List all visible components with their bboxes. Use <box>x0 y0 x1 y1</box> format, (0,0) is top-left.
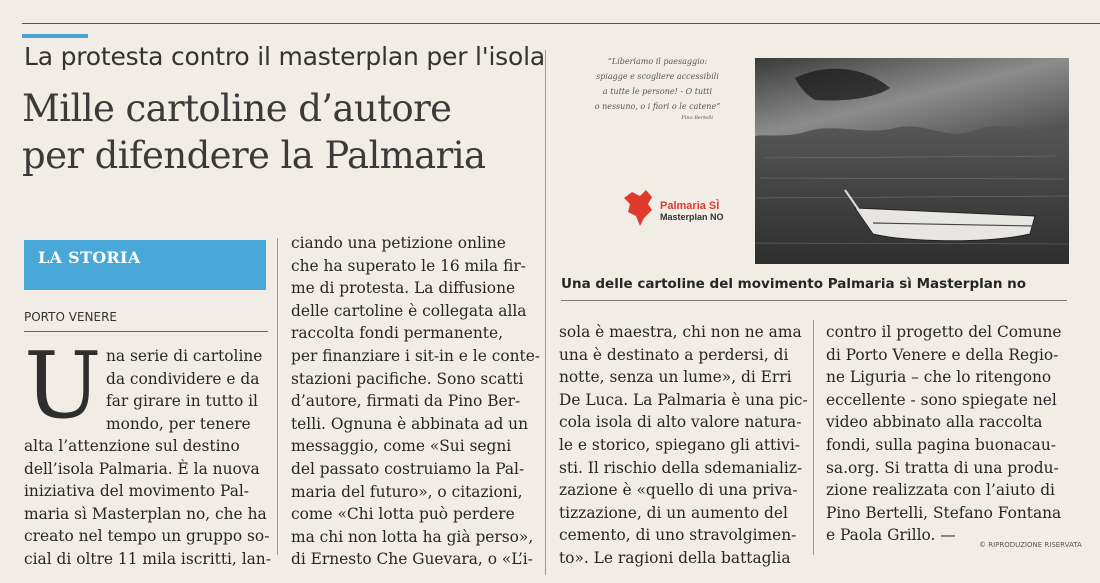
text-line: che ha superato le 16 mila fir- <box>291 256 526 275</box>
text-line: to». Le ragioni della battaglia <box>559 548 791 567</box>
text-line: contro il progetto del Comune <box>826 323 1062 341</box>
island-shape <box>624 190 652 226</box>
logo-text-1: Palmaria SÌ <box>660 200 720 212</box>
text-line: tizzazione, di un aumento del <box>559 503 788 522</box>
quote-line: spiagge e scogliere accessibili <box>596 72 719 81</box>
palmaria-logo <box>622 188 727 230</box>
text-line: di Porto Venere e della Regio- <box>826 345 1059 364</box>
text-line: ne Liguria – che lo ritengono <box>826 368 1052 387</box>
text-line: stazioni pacifiche. Sono scatti <box>291 369 524 388</box>
text-line: eccellente - sono spiegate nel <box>826 390 1057 409</box>
text-line: da condividere e da <box>106 369 260 388</box>
text-line: cemento, di uno stravolgimen- <box>559 526 797 545</box>
column-divider <box>813 320 814 555</box>
text-line: le e storico, spiegano gli attivi- <box>559 435 800 454</box>
text-line: come «Chi lotta può perdere <box>291 505 515 524</box>
column-1-bottom <box>24 435 271 571</box>
postcard-quote <box>560 54 755 264</box>
column-2 <box>291 232 540 571</box>
column-3 <box>559 321 808 570</box>
text-line: per finanziare i sit-in e le conte- <box>291 346 541 365</box>
text-line: sti. Il rischio della sdemanializ- <box>559 458 803 477</box>
postcard-photo <box>755 58 1069 264</box>
text-line: sa.org. Si tratta di una produ- <box>826 458 1059 477</box>
quote-line: o nessuno, o i fiori o le catene” <box>594 102 721 111</box>
text-line: fondi, sulla pagina buonacau- <box>826 435 1056 454</box>
dateline-location: PORTO VENERE <box>24 310 118 324</box>
text-line: De Luca. La Palmaria è una pic- <box>559 390 808 409</box>
text-line: me di protesta. La diffusione <box>291 279 516 298</box>
text-line: sola è maestra, chi non ne ama <box>559 323 802 341</box>
text-line: zione realizzata con l’aiuto di <box>826 481 1055 500</box>
text-line: far girare in tutto il <box>106 392 258 411</box>
logo-text-2: Masterplan NO <box>660 212 724 222</box>
column-divider <box>545 50 546 575</box>
text-line: delle cartoline è collegata alla <box>291 301 527 320</box>
text-line: iniziativa del movimento Pal- <box>24 482 250 501</box>
copyright-notice: © RIPRODUZIONE RISERVATA <box>979 541 1082 549</box>
quote-line: a tutte le persone! - O tutti <box>602 87 713 96</box>
text-line: na serie di cartoline <box>106 347 263 365</box>
text-line: video abbinato alla raccolta <box>826 413 1043 432</box>
text-line: di Ernesto Che Guevara, o «L’i- <box>291 550 533 569</box>
top-accent-bar <box>22 34 88 38</box>
section-label: LA STORIA <box>38 248 141 267</box>
text-line: maria sì Masterplan no, che ha <box>24 504 267 523</box>
article-kicker: La protesta contro il masterplan per l'isola <box>24 42 545 71</box>
text-line: ma chi non lotta ha già perso», <box>291 527 534 546</box>
text-line: d’autore, firmati da Pino Ber- <box>291 392 521 411</box>
article-headline <box>22 85 485 179</box>
text-line: cola isola di alto valore natura- <box>559 413 802 432</box>
caption-rule <box>561 300 1067 301</box>
top-rule <box>22 23 1100 24</box>
cliff <box>755 58 1069 136</box>
quote-signature: Pino Bertelli <box>681 115 713 121</box>
column-4 <box>826 321 1062 547</box>
text-line: del passato costruiamo la Pal- <box>291 459 525 478</box>
drop-cap: U <box>24 332 102 439</box>
text-line: raccolta fondi permanente, <box>291 324 503 343</box>
text-line: e Paola Grillo. — <box>826 526 956 545</box>
photo-caption: Una delle cartoline del movimento Palmaria sì Masterplan no <box>561 276 1027 292</box>
text-line: cial di oltre 11 mila iscritti, lan- <box>24 549 271 568</box>
column-1-top <box>106 345 262 435</box>
text-line: zazione è «quello di una priva- <box>559 481 798 500</box>
column-divider <box>277 238 278 555</box>
quote-line: “Liberiamo il paesaggio: <box>607 57 708 66</box>
text-line: una è destinato a perdersi, di <box>559 345 789 364</box>
text-line: telli. Ognuna è abbinata ad un <box>291 414 529 433</box>
text-line: ciando una petizione online <box>291 234 506 252</box>
headline-line-2: per difendere la Palmaria <box>22 134 486 177</box>
headline-line-1: Mille cartoline d’autore <box>22 87 452 130</box>
text-line: creato nel tempo un gruppo so- <box>24 527 270 546</box>
text-line: mondo, per tenere <box>106 414 251 433</box>
text-line: alta l’attenzione sul destino <box>24 437 240 455</box>
text-line: dell’isola Palmaria. È la nuova <box>24 459 260 478</box>
text-line: messaggio, come «Sui segni <box>291 437 512 456</box>
text-line: notte, senza un lume», di Erri <box>559 368 792 387</box>
text-line: maria del futuro», o citazioni, <box>291 482 523 501</box>
text-line: Pino Bertelli, Stefano Fontana <box>826 503 1062 522</box>
